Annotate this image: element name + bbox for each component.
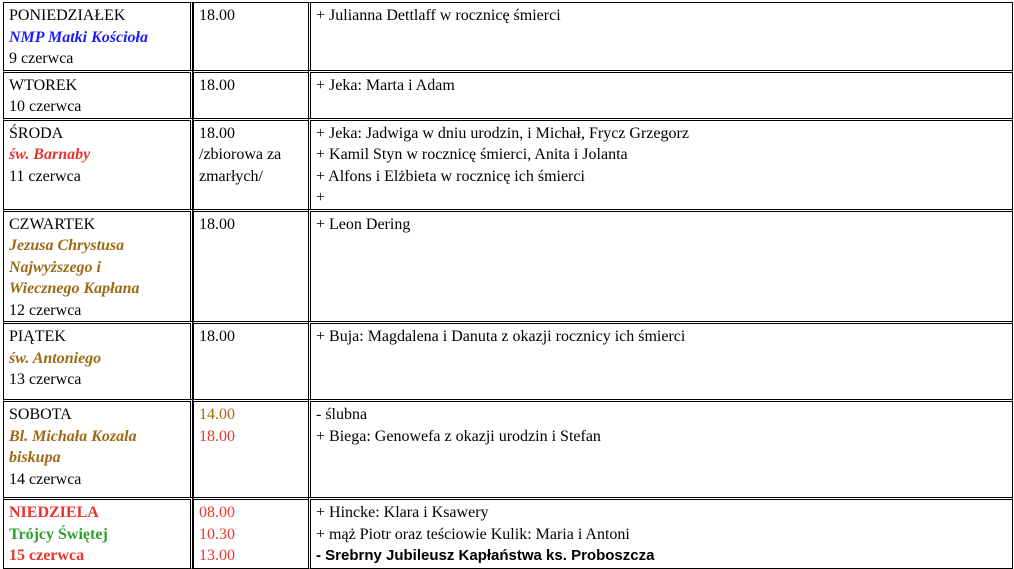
mass-note: zmarłych/ (199, 167, 263, 185)
day-name: WTOREK (9, 76, 78, 94)
feast-name: Jezusa Chrystusa (9, 237, 125, 254)
time-cell (193, 118, 308, 209)
intention-jubilee: - Srebrny Jubileusz Kapłaństwa ks. Proboszcza (316, 547, 655, 564)
day-date: 10 czerwca (9, 98, 82, 115)
day-name: CZWARTEK (9, 215, 96, 233)
intention: + Leon Dering (316, 215, 411, 233)
day-name: ŚRODA (9, 124, 64, 142)
day-name: PIĄTEK (9, 328, 66, 345)
time-cell (193, 497, 308, 569)
time-cell (193, 209, 308, 322)
day-cell (3, 209, 193, 322)
table-row (3, 321, 1013, 399)
mass-time: 13.00 (199, 547, 235, 564)
mass-note: /zbiorowa za (199, 146, 282, 163)
table-row (3, 497, 1013, 569)
mass-time: 10.30 (199, 525, 235, 543)
day-cell (3, 118, 193, 209)
time-cell (193, 2, 308, 70)
table-row (3, 118, 1013, 209)
day-name: NIEDZIELA (9, 504, 99, 521)
intention: + mąż Piotr oraz teściowie Kulik: Maria i Antoni (316, 525, 630, 543)
day-cell (3, 2, 193, 70)
mass-time: 18.00 (199, 328, 235, 345)
time-cell (193, 70, 308, 118)
day-date: 11 czerwca (9, 167, 81, 185)
intentions-cell (308, 70, 1013, 118)
intention: - ślubna (316, 406, 368, 423)
intention: + Jeka: Jadwiga w dniu urodzin, i Michał, Frycz Grzegorz (316, 124, 689, 142)
day-date: 14 czerwca (9, 470, 82, 488)
intentions-cell (308, 2, 1013, 70)
mass-time: 18.00 (199, 124, 235, 142)
intentions-cell (308, 497, 1013, 569)
intention: + Jeka: Marta i Adam (316, 76, 455, 94)
mass-time: 18.00 (199, 215, 235, 233)
day-date: 9 czerwca (9, 50, 74, 67)
intention: + Hincke: Klara i Ksawery (316, 504, 489, 521)
day-date: 13 czerwca (9, 371, 82, 388)
feast-name: Bl. Michała Kozala (9, 427, 137, 445)
mass-time: 08.00 (199, 504, 235, 521)
intentions-cell (308, 209, 1013, 322)
intention: + Kamil Styn w rocznicę śmierci, Anita i Jolanta (316, 146, 628, 163)
feast-name: Wiecznego Kapłana (9, 280, 140, 297)
intentions-cell (308, 399, 1013, 497)
feast-name: NMP Matki Kościoła (9, 28, 148, 46)
mass-time: 18.00 (199, 7, 235, 24)
intention: + Julianna Dettlaff w rocznicę śmierci (316, 7, 561, 24)
table-row (3, 209, 1013, 322)
mass-time: 18.00 (199, 76, 235, 94)
table-row (3, 2, 1013, 70)
intention: + Alfons i Elżbieta w rocznicę ich śmierci (316, 167, 585, 185)
feast-name: Najwyższego i (9, 258, 101, 276)
feast-name: biskupa (9, 449, 61, 466)
intentions-cell (308, 321, 1013, 399)
day-date: 15 czerwca (9, 547, 85, 564)
feast-name: Trójcy Świętej (9, 525, 108, 543)
day-date: 12 czerwca (9, 301, 82, 319)
intention: + Biega: Genowefa z okazji urodzin i Stefan (316, 427, 601, 445)
intention: + (316, 189, 326, 206)
time-cell (193, 321, 308, 399)
mass-time: 18.00 (199, 427, 235, 445)
time-cell (193, 399, 308, 497)
mass-schedule-table (3, 2, 1013, 569)
table-row (3, 399, 1013, 497)
day-name: PONIEDZIAŁEK (9, 7, 126, 24)
table-row (3, 70, 1013, 118)
feast-name: św. Antoniego (9, 349, 102, 367)
day-cell (3, 497, 193, 569)
feast-name: św. Barnaby (9, 146, 91, 163)
intention: + Buja: Magdalena i Danuta z okazji rocznicy ich śmierci (316, 328, 686, 345)
day-name: SOBOTA (9, 406, 72, 423)
intentions-cell (308, 118, 1013, 209)
day-cell (3, 70, 193, 118)
day-cell (3, 399, 193, 497)
day-cell (3, 321, 193, 399)
mass-time: 14.00 (199, 406, 235, 423)
